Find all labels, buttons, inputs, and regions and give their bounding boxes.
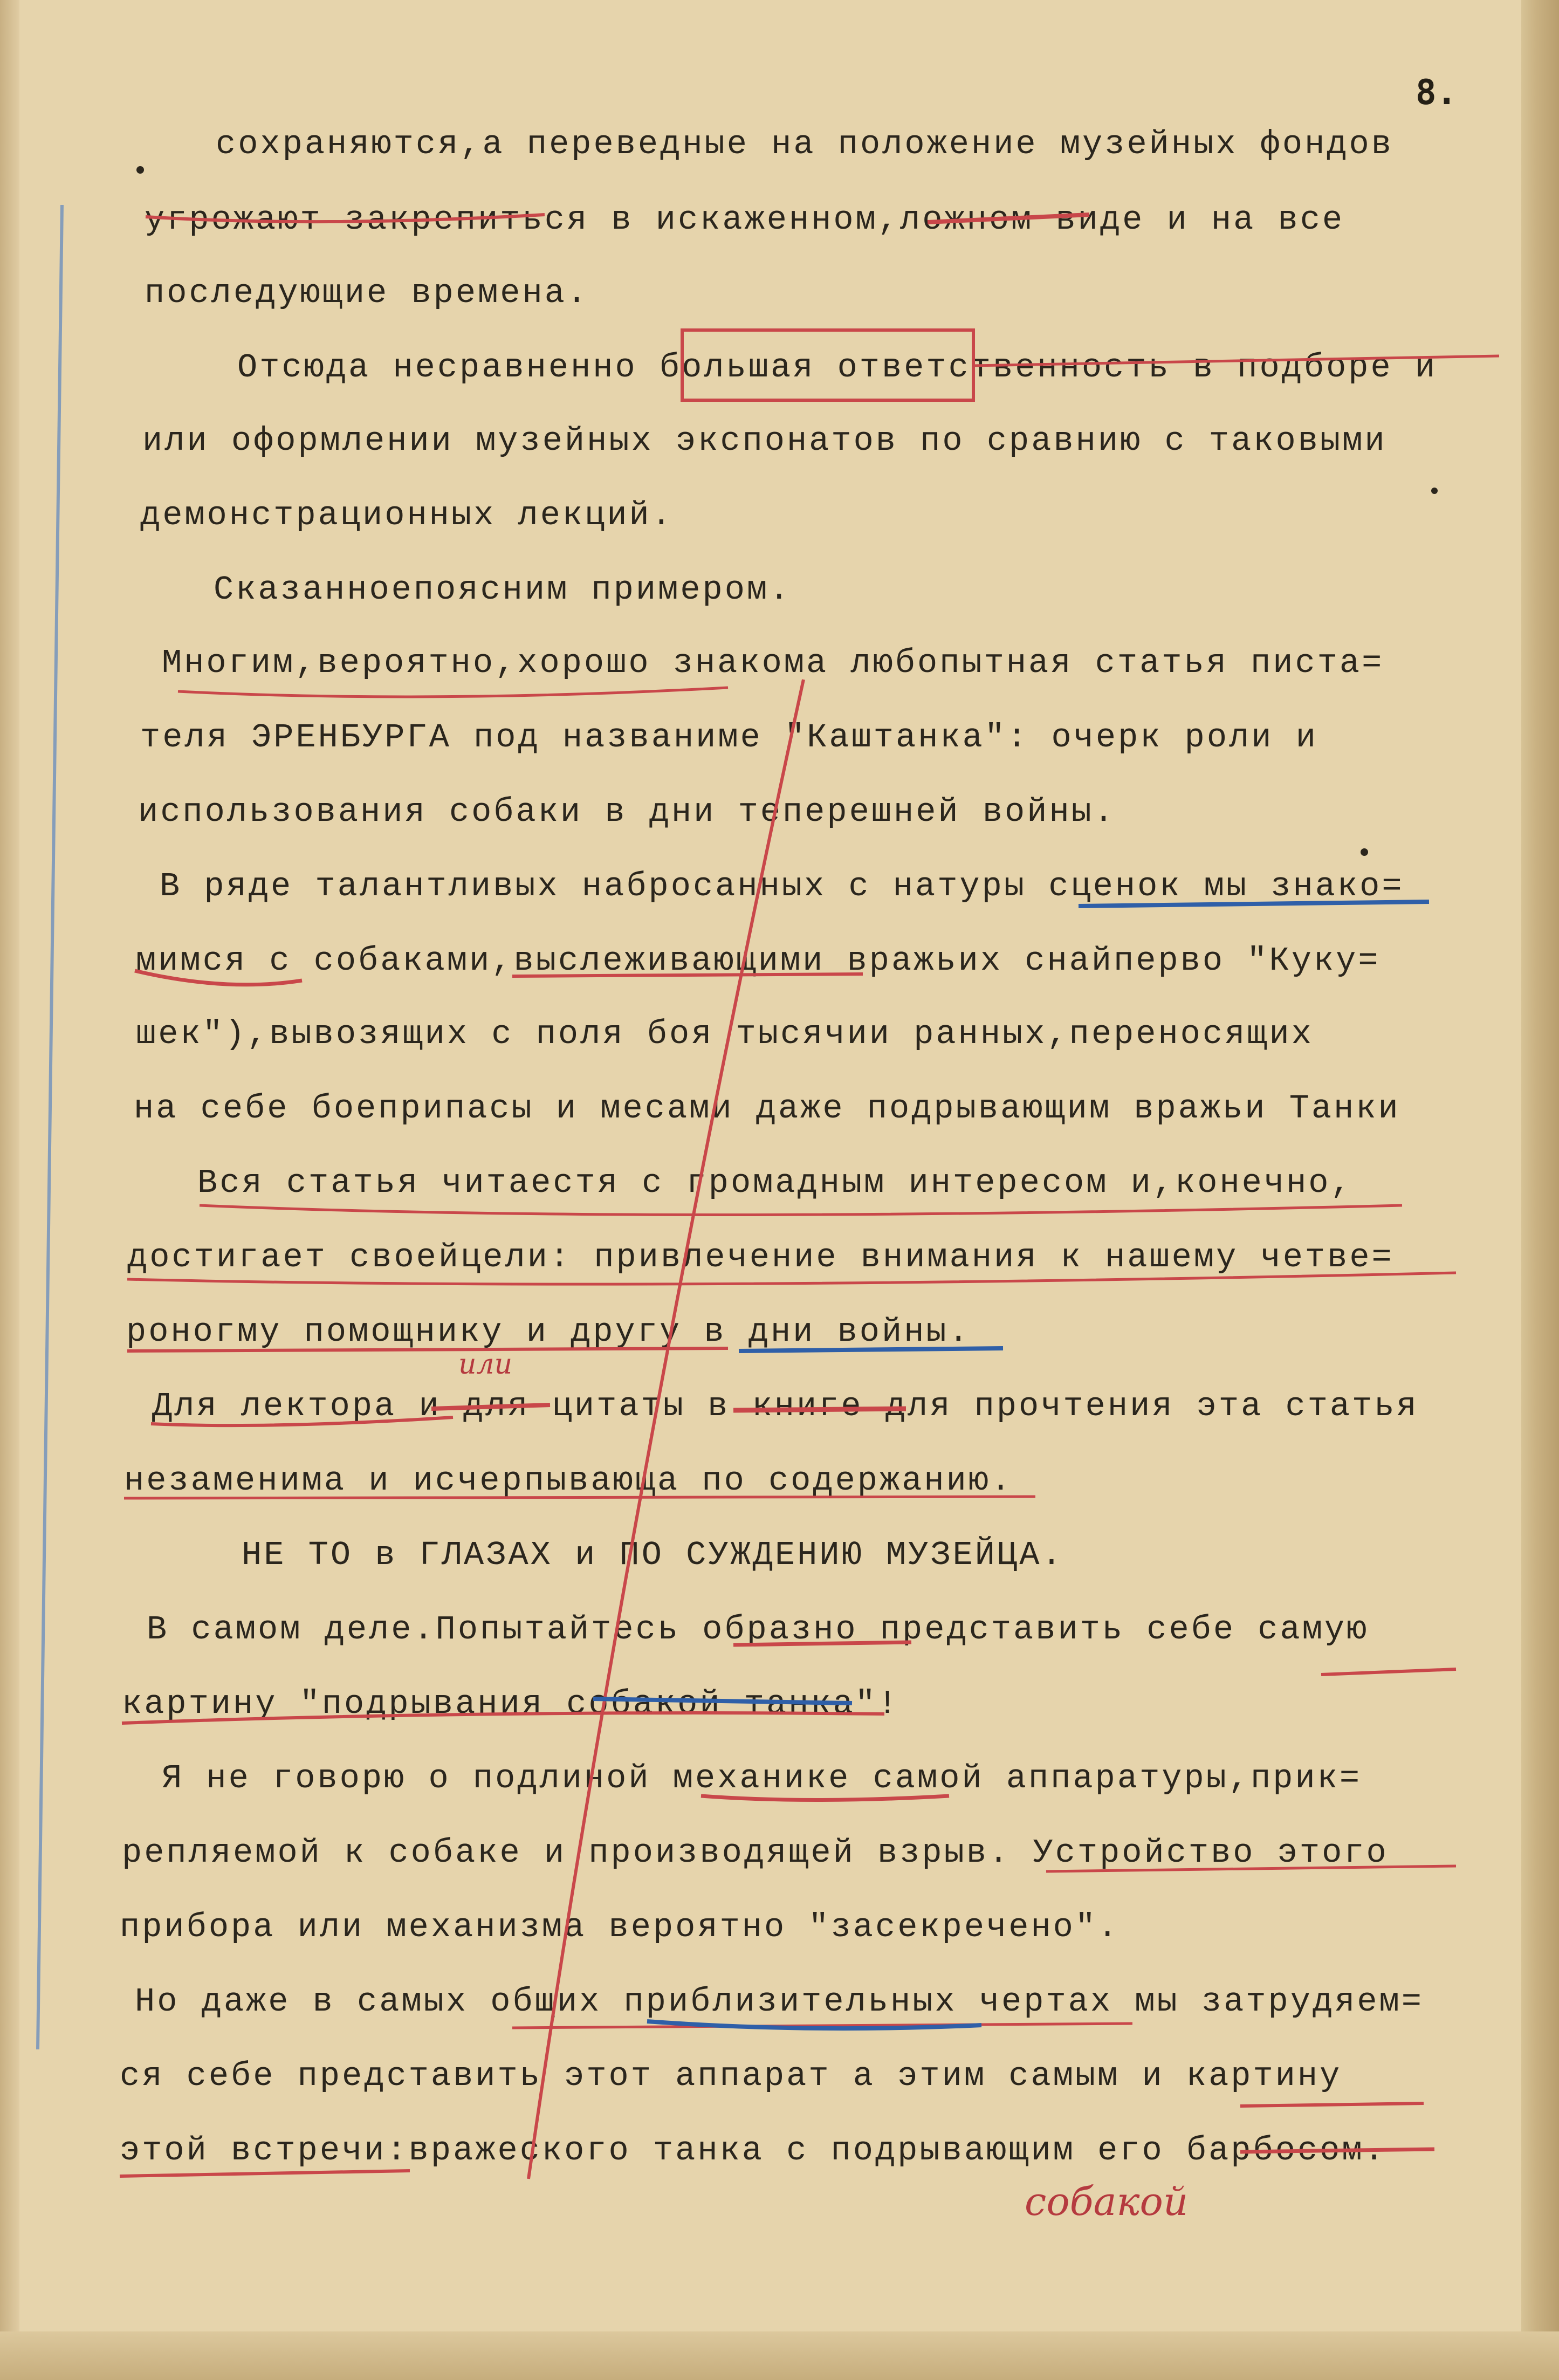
underline-mimsya (135, 971, 302, 985)
underline-obrazno (733, 1642, 911, 1645)
underline-samuyu (1321, 1669, 1456, 1675)
text-line-6: демонстрационных лекций. (140, 496, 674, 534)
text-line-12: мимся с собаками,выслеживающими вражьих снайперво "Куку= (136, 942, 1381, 980)
text-line-13: шек"),вывозящих с поля боя тысячии ранных,переносящих (136, 1015, 1314, 1053)
underline-v-dni-voiny (739, 1348, 1003, 1351)
underline-line4 (973, 356, 1499, 366)
text-line-4: Отсюда несравненно большая ответственность в подборе и (237, 348, 1438, 387)
text-line-19: незаменима и исчерпывающа по содержанию. (124, 1462, 1013, 1500)
handwritten-bottom-note: собакой (1025, 2179, 1189, 2224)
ink-dot (1361, 848, 1368, 856)
ink-dot (1431, 488, 1438, 494)
strike-i-dlya (431, 1405, 550, 1409)
underline-kartinu-2 (1240, 2103, 1424, 2106)
text-line-11: В ряде талантливых набросанных с натуры сценок мы знако= (160, 867, 1404, 906)
box-bolshaya-otvetstvennost (682, 330, 973, 400)
text-line-16: достигает своейцели: привлечение внимания к нашему четве= (127, 1238, 1394, 1277)
underline-line17 (127, 1348, 728, 1351)
red-strike-diagonal (528, 680, 803, 2179)
underline-podryvaniya (593, 1699, 852, 1703)
underline-lozhnom (928, 215, 1089, 222)
text-line-10: использования собаки в дни теперешней войны. (138, 793, 1116, 831)
underline-ustroistvo (1046, 1866, 1456, 1871)
ink-dot (136, 166, 144, 174)
underline-line8 (178, 688, 728, 697)
text-line-27: ся себе представить этот аппарат а этим самым и картину (120, 2057, 1342, 2095)
text-line-20-heading: НЕ ТО в ГЛАЗАХ и ПО СУЖДЕНИЮ МУЗЕЙЦА. (242, 1536, 1064, 1574)
blue-margin-line (38, 205, 62, 2049)
text-line-21: В самом деле.Попытайтесь образно представить себе самую (147, 1610, 1369, 1649)
text-line-24: репляемой к собаке и производящей взрыв. Устройство этого (122, 1834, 1389, 1872)
text-line-7: Сказанноепоясним примером. (214, 571, 792, 609)
underline-line2 (146, 215, 545, 222)
text-line-2: угрожают закрепиться в искаженном,ложном виде и на все (145, 201, 1345, 239)
text-line-26: Но даже в самых общих приблизительных чертах мы затрудяем= (135, 1983, 1424, 2021)
underline-kartinu (122, 1713, 884, 1723)
text-line-17: роногму помощнику и другу в дни войны. (126, 1313, 971, 1351)
underline-dlya-lektora (151, 1417, 453, 1425)
text-line-1: сохраняются,а переведные на положение музейных фондов (216, 125, 1393, 163)
underline-mekhanike (701, 1796, 949, 1800)
text-line-25: прибора или механизма вероятно "засекречено". (120, 1908, 1120, 1946)
text-line-8: Многим,вероятно,хорошо знакома любопытная статья писта= (162, 644, 1384, 682)
handwritten-insertion: или (458, 1348, 513, 1381)
page-number: 8. (1416, 73, 1458, 113)
text-line-23: Я не говорю о подлиной механике самой аппаратуры,прик= (162, 1759, 1362, 1798)
text-line-5: или оформлении музейных экспонатов по сравнию с таковыми (142, 422, 1387, 460)
text-line-22: картину "подрывания собакой танка"! (122, 1685, 900, 1723)
text-line-15: Вся статья читаестя с громадным интересом и,конечно, (197, 1164, 1353, 1202)
underline-line16 (127, 1273, 1456, 1284)
underline-etoi-vstrechi (120, 2171, 410, 2176)
text-line-14: на себе боеприпасы и месами даже подрывающим вражьи Танки (134, 1089, 1400, 1128)
underline-vyslezh (512, 974, 863, 976)
strike-v-knige (733, 1409, 906, 1410)
strike-barbosom (1240, 2149, 1434, 2152)
text-line-18: Для лектора и для цитаты в книге для прочтения эта статья (152, 1387, 1419, 1425)
underline-scenok (1079, 902, 1429, 906)
text-line-28: этой встречи:вражеского танка с подрывающим его барбосом. (120, 2131, 1386, 2170)
underline-line19 (124, 1497, 1035, 1498)
text-line-9: теля ЭРЕНБУРГА под названиме "Каштанка": очерк роли и (140, 718, 1318, 757)
underline-line15 (200, 1205, 1402, 1215)
text-line-3: последующие времена. (145, 274, 589, 312)
